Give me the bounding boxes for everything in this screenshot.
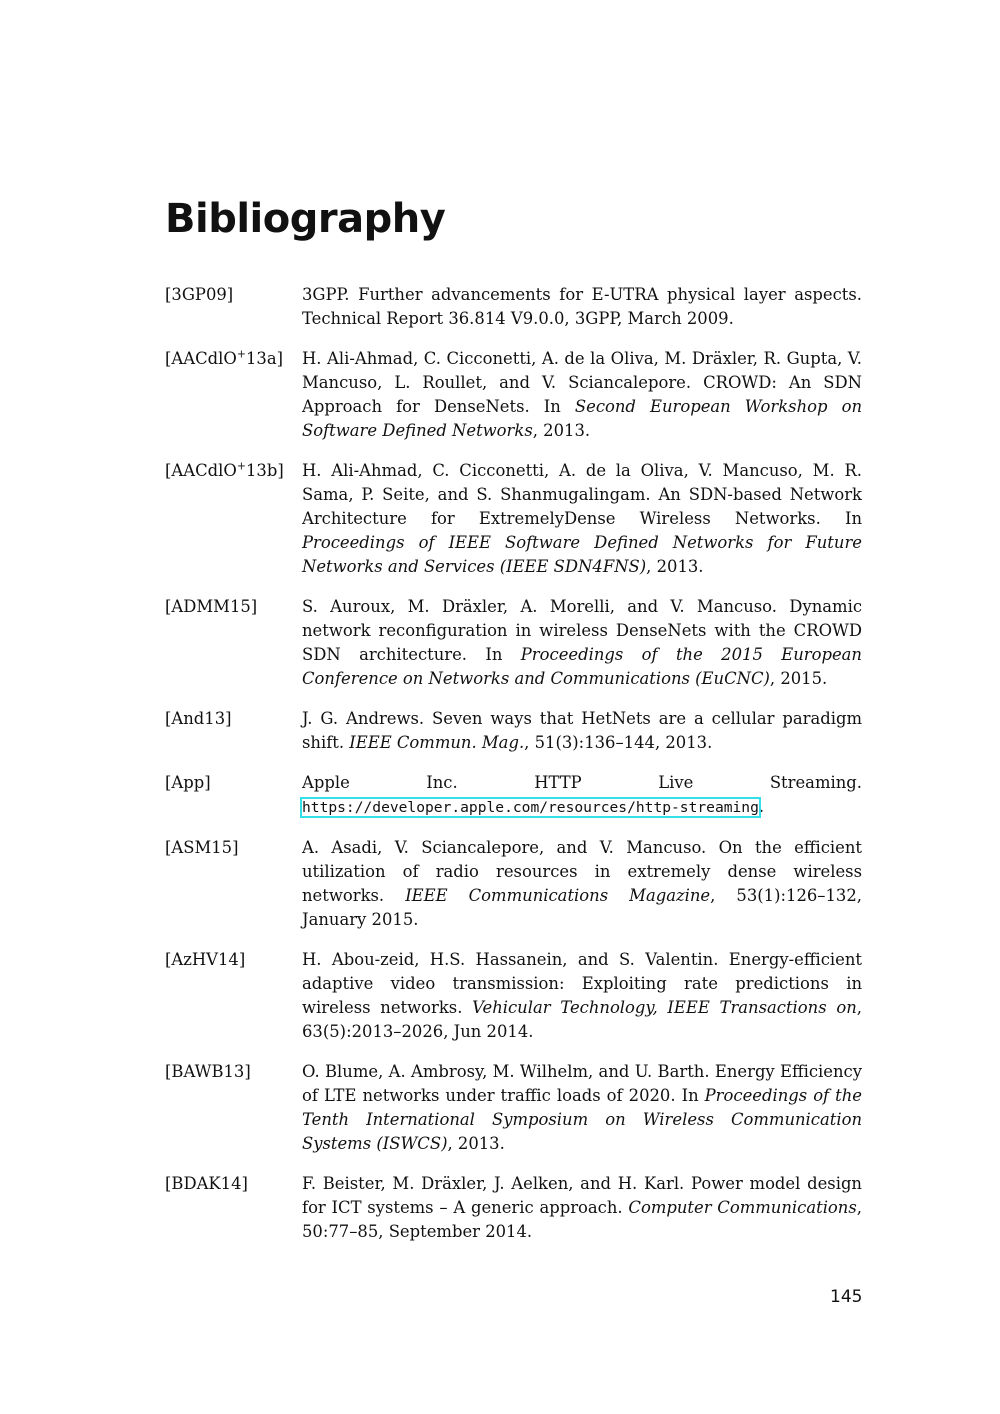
bib-entry xyxy=(165,1060,862,1156)
bib-entry xyxy=(165,948,862,1044)
page-number: 145 xyxy=(830,1287,863,1307)
bib-entry xyxy=(165,595,862,691)
bib-key: [3GP09] xyxy=(165,285,234,304)
url-link[interactable]: https://developer.apple.com/resources/http-streaming xyxy=(302,799,759,816)
bib-entry xyxy=(165,836,862,932)
bibliography-list xyxy=(165,283,862,1260)
bib-entry xyxy=(165,707,862,755)
bib-key: [And13] xyxy=(165,709,232,728)
bib-venue: Proceedings of IEEE Software Defined Networks for Future Networks and Services (IEEE SDN4FNS) xyxy=(302,533,862,576)
bib-key: [ADMM15] xyxy=(165,597,258,616)
bib-venue: Second European Workshop on Software Defined Networks xyxy=(302,397,862,440)
bib-text: A. Asadi, V. Sciancalepore, and V. Mancuso. On the efficient utilization of radio resources in extremely dense wireless networks. IEEE Communications Magazine, 53(1):126–132, January 2015. xyxy=(302,838,862,929)
bib-entry xyxy=(165,283,862,331)
bib-key: [AzHV14] xyxy=(165,950,246,969)
bib-text: 3GPP. Further advancements for E-UTRA physical layer aspects. Technical Report 36.814 V9.0.0, 3GPP, March 2009. xyxy=(302,285,862,328)
bib-key: [BDAK14] xyxy=(165,1174,248,1193)
bib-text: J. G. Andrews. Seven ways that HetNets are a cellular paradigm shift. IEEE Commun. Mag., 51(3):136–144, 2013. xyxy=(302,709,862,752)
bib-text: S. Auroux, M. Dräxler, A. Morelli, and V. Mancuso. Dynamic network reconfiguration in wireless DenseNets with the CROWD SDN architecture. In Proceedings of the 2015 European Conference on Networks and Communications (EuCNC), 2015. xyxy=(302,597,862,688)
bib-key: [AACdlO+13a] xyxy=(165,347,284,368)
bib-text: H. Ali-Ahmad, C. Cicconetti, A. de la Oliva, V. Mancuso, M. R. Sama, P. Seite, and S. Shanmugalingam. An SDN-based Network Architecture for ExtremelyDense Wireless Networks. In Proceedings of IEEE Software Defined Networks for Future Networks and Services (IEEE SDN4FNS), 2013. xyxy=(302,461,862,576)
bib-text: H. Ali-Ahmad, C. Cicconetti, A. de la Oliva, M. Dräxler, R. Gupta, V. Mancuso, L. Roullet, and V. Sciancalepore. CROWD: An SDN Approach for DenseNets. In Second European Workshop on Software Defined Networks, 2013. xyxy=(302,349,862,440)
bib-venue: Proceedings of the Tenth International Symposium on Wireless Communication Systems (ISWCS) xyxy=(302,1086,863,1153)
bib-text: O. Blume, A. Ambrosy, M. Wilhelm, and U. Barth. Energy Efficiency of LTE networks under traffic loads of 2020. In Proceedings of the Tenth International Symposium on Wireless Communication Systems (ISWCS), 2013. xyxy=(302,1062,863,1153)
bib-text: H. Abou-zeid, H.S. Hassanein, and S. Valentin. Energy-efficient adaptive video transmission: Exploiting rate predictions in wireless networks. Vehicular Technology, IEEE Transactions on, 63(5):2013–2026, Jun 2014. xyxy=(302,950,863,1041)
bib-venue: IEEE Commun. Mag. xyxy=(349,733,525,752)
bib-venue: IEEE Communications Magazine xyxy=(405,886,711,905)
page-title: Bibliography xyxy=(165,196,446,242)
bib-text: F. Beister, M. Dräxler, J. Aelken, and H. Karl. Power model design for ICT systems – A generic approach. Computer Communications, 50:77–85, September 2014. xyxy=(302,1174,862,1241)
bib-venue: Computer Communications xyxy=(628,1198,857,1217)
bib-entry xyxy=(165,459,862,579)
bib-venue: Proceedings of the 2015 European Conference on Networks and Communications (EuCNC) xyxy=(302,645,862,688)
bib-key: [AACdlO+13b] xyxy=(165,459,284,480)
bib-key: [BAWB13] xyxy=(165,1062,251,1081)
bib-entry xyxy=(165,347,862,443)
bib-entry xyxy=(165,771,862,820)
bib-key: [App] xyxy=(165,773,211,792)
bib-venue: Vehicular Technology, IEEE Transactions on xyxy=(472,998,857,1017)
bib-entry xyxy=(165,1172,862,1244)
bib-text: Apple Inc. HTTP Live Streaming. https://developer.apple.com/resources/http-streaming. xyxy=(302,773,862,816)
bib-key: [ASM15] xyxy=(165,838,239,857)
